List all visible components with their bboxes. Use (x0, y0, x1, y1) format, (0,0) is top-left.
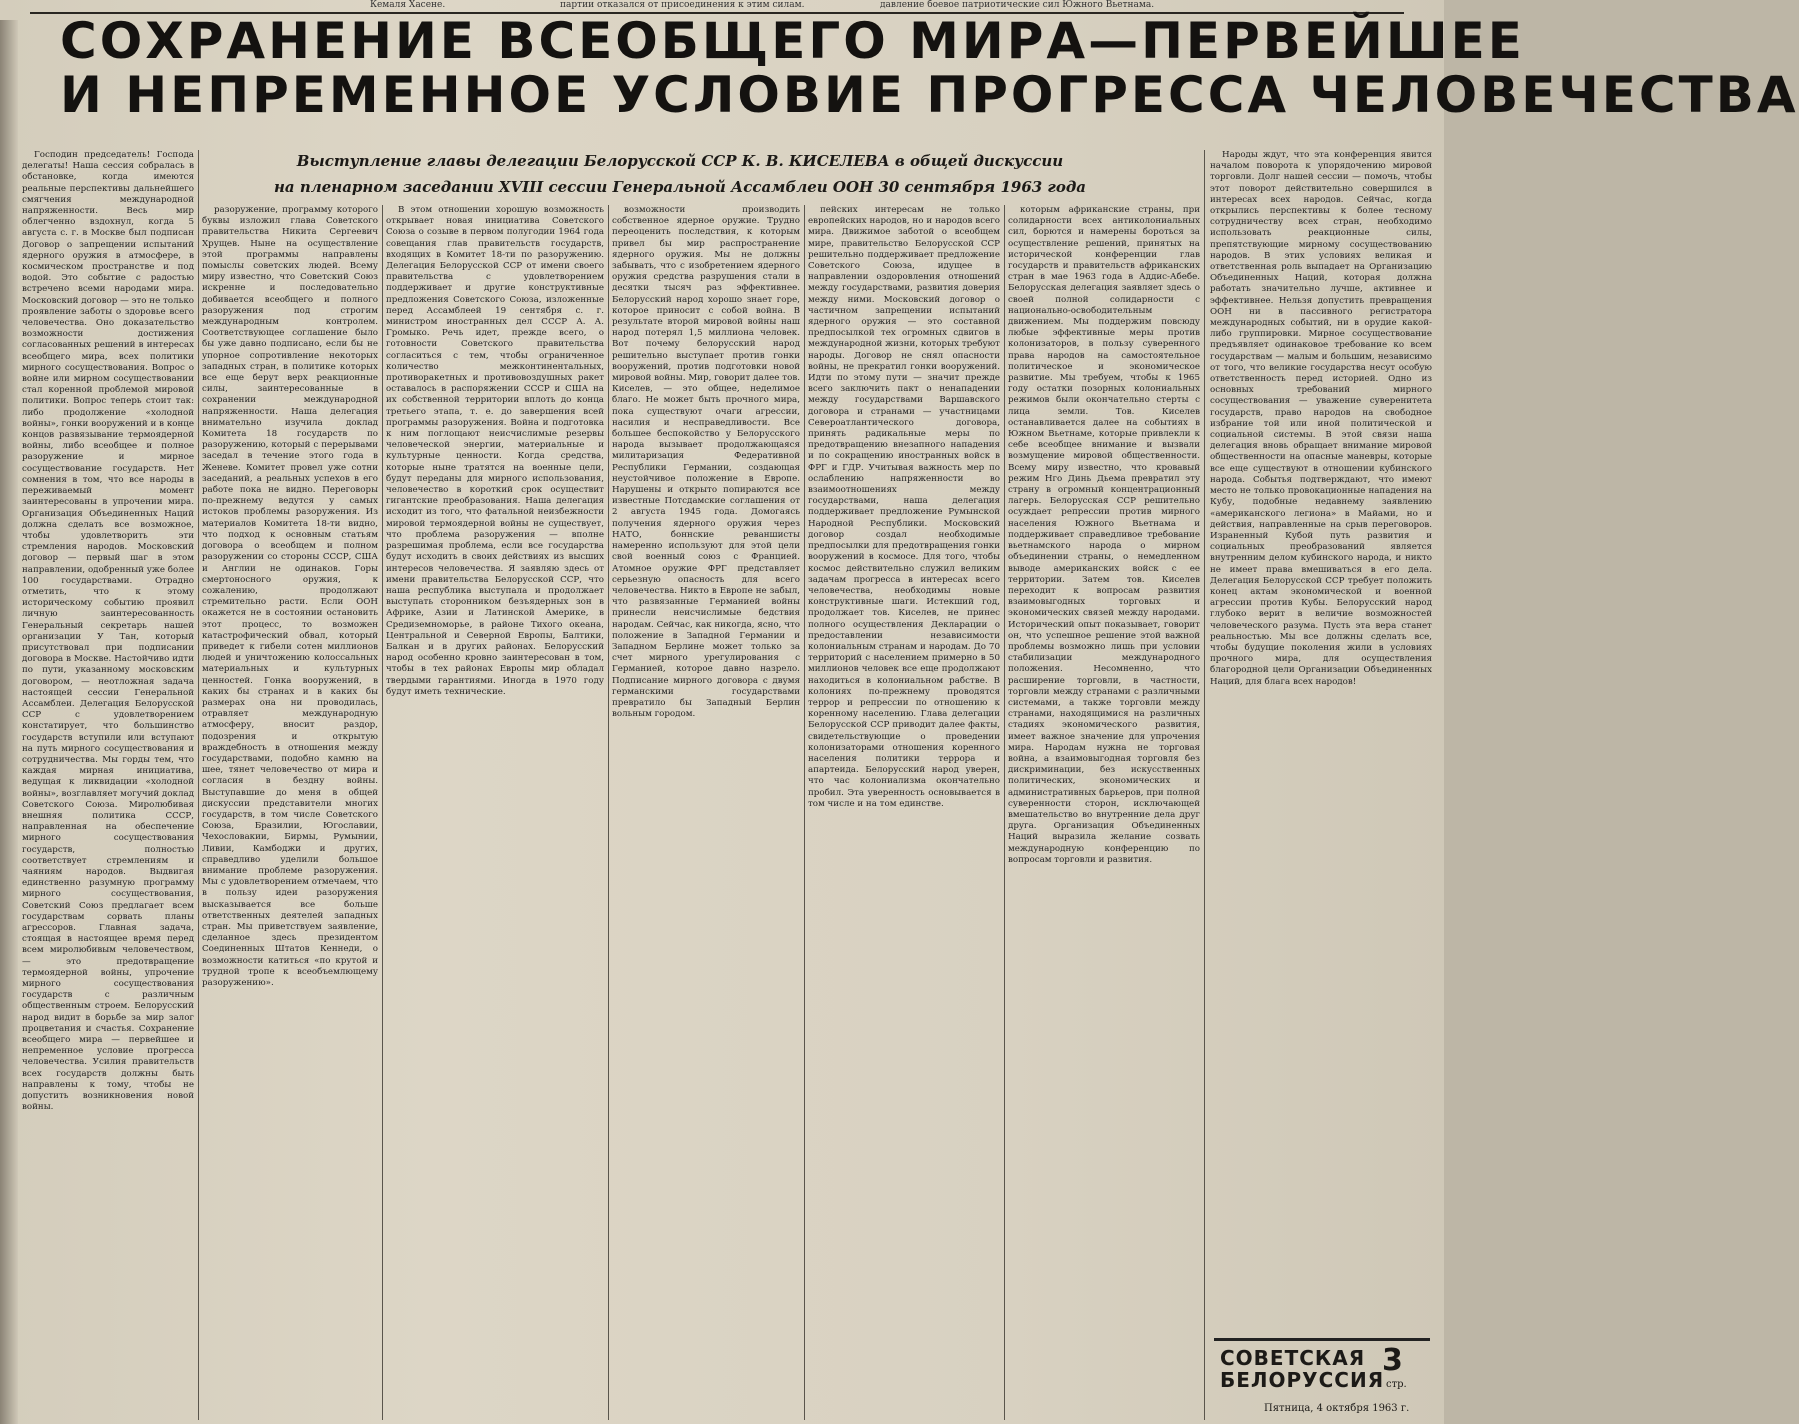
page-binding-edge (0, 20, 18, 1424)
top-strip-text-2: партии отказался от присоединения к этим силам. (560, 0, 805, 10)
column-divider (804, 205, 805, 1420)
column-1-text: Господин председатель! Господа делегаты! Наша сессия собралась в обстановке, когда имеются реальные перспективы дальнейшего смягчения международной напряженности. Весь мир облегченно вздохнул, когда 5 августа с. г. в Москве был подписан Договор о запрещении испытаний ядерного оружия в атмосфере, в космическом пространстве и под водой. Это событие с радостью встречено всеми народами мира. Московский договор — это не только проявление заботы о здоровье всего человечества. Оно доказательство возможности достижения согласованных решений в интересах всеобщего мира, всех политики мирного сосуществования. Вопрос о войне или мирном сосуществовании стал коренной проблемой мировой политики. Вопрос теперь стоит так: либо продолжение «холодной войны», гонки вооружений и в конце концов развязывание термоядерной войны, либо всеобщее и полное разоружение и мирное сосуществование государств. Нет сомнения в том, что все народы в переживаемый момент заинтересованы в упрочении мира. Организация Объединенных Наций должна сделать все возможное, чтобы удовлетворить эти стремления народов. Московский договор — первый шаг в этом направлении, одобренный уже более 100 государствами. Отрадно отметить, что к этому историческому событию проявил личную заинтересованность Генеральный секретарь нашей организации У Тан, который присутствовал при подписании договора в Москве. Настойчиво идти по пути, указанному московским договором, — неотложная задача настоящей сессии Генеральной Ассамблеи. Делегация Белорусской ССР с удовлетворением констатирует, что большинство государств вступили или вступают на путь мирного сосуществования и сотрудничества. Мы горды тем, что каждая мирная инициатива, ведущая к ликвидации «холодной войны», возглавляет могучий доклад Советского Союза. Миролюбивая внешняя политика СССР, направленная на обеспечение мирного сосуществования государств, полностью соответствует стремлениям и чаяниям народов. Выдвигая единственно разумную программу мирного сосуществования, Советский Союз предлагает всем государствам сорвать планы агрессоров. Главная задача, стоящая в настоящее время перед всем миролюбивым человечеством, — это предотвращение термоядерной войны, упрочение мирного сосуществования государств с различным общественным строем. Белорусский народ видит в борьбе за мир залог процветания и счастья. Сохранение всеобщего мира — первейшее и непременное условие прогресса человечества. Усилия правительств всех государств должны быть направлены к тому, чтобы не допустить возникновения новой войны. (22, 150, 195, 1113)
column-3-text: В этом отношении хорошую возможность открывает новая инициатива Советского Союза о созыве в первом полугодии 1964 года совещания глав правительств государств, входящих в Комитет 18-ти по разоружению. Делегация Белорусской ССР от имени своего правительства с удовлетворением поддерживает и другие конструктивные предложения Советского Союза, изложенные перед Ассамблеей 19 сентября с. г. министром иностранных дел СССР А. А. Громыко. Речь идет, прежде всего, о готовности Советского правительства согласиться с тем, чтобы ограниченное количество межконтинентальных, противоракетных и противовоздушных ракет оставалось в распоряжении СССР и США на их собственной территории вплоть до конца третьего этапа, т. е. до завершения всей программы разоружения. Война и подготовка к ним поглощают неисчислимые резервы человеческой энергии, материальные и культурные ценности. Когда средства, которые ныне тратятся на военные цели, будут переданы для мирного использования, человечество в короткий срок осуществит гигантские преобразования. Наша делегация исходит из того, что фатальной неизбежности мировой термоядерной войны не существует, что проблема разоружения — вполне разрешимая проблема, если все государства будут исходить в своих действиях из высших интересов человечества. Я заявляю здесь от имени правительства Белорусской ССР, что наша республика выступала и продолжает выступать сторонником безъядерных зон в Африке, Азии и Латинской Америке, в Средиземноморье, в районе Тихого океана, Центральной и Северной Европы, Балтики, Балкан и в других районах. Белорусский народ особенно кровно заинтересован в том, чтобы в тех районах Европы мир обладал твердыми гарантиями. Иногда в 1970 году будут иметь технические. (386, 205, 604, 697)
article-column-6 (1008, 205, 1200, 1420)
article-column-4 (612, 205, 800, 1420)
page-number: 3 (1382, 1343, 1403, 1378)
column-5-text: пейских интересам не только европейских народов, но и народов всего мира. Движимое заботой о всеобщем мире, правительство Белорусской ССР решительно поддерживает предложение Советского Союза, идущее в направлении оздоровления отношений между государствами, развития доверия между ними. Московский договор о частичном запрещении испытаний ядерного оружия — это составной предпосылкой тех огромных сдвигов в международной жизни, которых требуют народы. Договор не снял опасности войны, не прекратил гонки вооружений. Идти по этому пути — значит прежде всего заключить пакт о ненападении между государствами Варшавского договора и странами — участницами Североатлантического договора, принять радикальные меры по предотвращению внезапного нападения и по сокращению иностранных войск в ФРГ и ГДР. Учитывая важность мер по ослаблению напряженности во взаимоотношениях между государствами, наша делегация поддерживает предложение Румынской Народной Республики. Московский договор создал необходимые предпосылки для предотвращения гонки вооружений в космосе. Для того, чтобы космос действительно служил великим задачам прогресса в интересах всего человечества, необходимы новые конструктивные шаги. Истекший год, продолжает тов. Киселев, не принес полного осуществления Декларации о предоставлении независимости колониальным странам и народам. До 70 территорий с населением примерно в 50 миллионов человек все еще продолжают находиться в колониальном рабстве. В колониях по-прежнему проводятся террор и репрессии по отношению к коренному населению. Глава делегации Белорусской ССР приводит далее факты, свидетельствующие о проведении колонизаторами отношения коренного населения политики террора и апартеида. Белорусский народ уверен, что час колониализма окончательно пробил. Эта уверенность основывается в том числе и на том единстве. (808, 205, 1000, 809)
top-strip-text-3: давление боевое патриотические сил Южного Вьетнама. (880, 0, 1155, 10)
page-label: стр. (1386, 1379, 1407, 1390)
column-7-text: Народы ждут, что эта конференция явится началом поворота к упорядочению мировой торговли. Долг нашей сессии — помочь, чтобы этот поворот действительно совершился в интересах всех народов. Сейчас, когда открылись перспективы к более тесному сотрудничеству всех стран, необходимо использовать реакционные силы, препятствующие мирному сосуществованию народов. В этих условиях великая и ответственная роль выпадает на Организацию Объединенных Наций, которая должна работать значительно лучше, активнее и эффективнее. Нельзя допустить превращения ООН ни в пассивного регистратора международных событий, ни в орудие какой-либо группировки. Мирное сосуществование предъявляет одинаковое требование ко всем государствам — малым и большим, независимо от того, что великие государства несут особую ответственность перед историей. Одно из основных требований мирного сосуществования — уважение суверенитета государств, право народов на свободное избрание той или иной политической и социальной системы. В этой связи наша делегация вновь обращает внимание мировой общественности на опасные маневры, которые все еще существуют в отношении кубинского народа. Событья подтверждают, что имеют место не только провокационные нападения на Кубу, подобные недавнему заявлению «американского легиона» в Майами, но и действия, направленные на срыв переговоров. Израненный Кубой путь развития и социальных преобразований является внутренним делом кубинского народа, и никто не имеет права вмешиваться в его дела. Делегация Белорусской ССР требует положить конец актам экономической и военной агрессии против Кубы. Белорусский народ глубоко верит в величие возможностей человеческого разума. Пусть эта вера станет реальностью. Мы все должны сделать все, чтобы будущие поколения жили в условиях прочного мира, для осуществления благородной цели Организации Объединенных Наций, для блага всех народов! (1210, 150, 1432, 687)
masthead-title-line-1: СОВЕТСКАЯ (1220, 1346, 1366, 1370)
article-column-2 (202, 205, 378, 1420)
top-strip (0, 0, 1444, 12)
column-divider (1004, 205, 1005, 1420)
masthead-title (1220, 1347, 1384, 1391)
column-divider (608, 205, 609, 1420)
article-column-7 (1210, 150, 1432, 1330)
headline-line-1: СОХРАНЕНИЕ ВСЕОБЩЕГО МИРА—ПЕРВЕЙШЕЕ (60, 12, 1525, 70)
newspaper-masthead (1214, 1338, 1430, 1423)
column-2-text: разоружение, программу которого буквы изложил глава Советского правительства Никита Сергеевич Хрущев. Ныне на осуществление этой программы направлены помыслы советских людей. Всему миру известно, что Советский Союз искренне и последовательно добивается всеобщего и полного разоружения под строгим международным контролем. Соответствующее соглашение было бы уже давно подписано, если бы не упорное сопротивление некоторых западных стран, в политике которых все еще берут верх реакционные силы, заинтересованные в сохранении международной напряженности. Наша делегация внимательно изучила доклад Комитета 18 государств по разоружению, который с перерывами заседал в течение этого года в Женеве. Комитет провел уже сотни заседаний, а реальных успехов в его работе пока не видно. Переговоры по-прежнему ведутся у самых истоков проблемы разоружения. Из материалов Комитета 18-ти видно, что подход к основным статьям договора о всеобщем и полном разоружении со стороны СССР, США и Англии не одинаков. Горы смертоносного оружия, к сожалению, продолжают стремительно расти. Если ООН окажется не в состоянии остановить этот процесс, то возможен катастрофический обвал, который приведет к гибели сотен миллионов людей и уничтожению колоссальных материальных и культурных ценностей. Гонка вооружений, в каких бы странах и в каких бы размерах она ни проводилась, отравляет международную атмосферу, вносит раздор, подозрения и открытую враждебность в отношения между государствами, подобно камню на шее, тянет человечество от мира и согласия в бездну войны. Выступавшие до меня в общей дискуссии представители многих государств, в том числе Советского Союза, Бразилии, Югославии, Чехословакии, Бирмы, Румынии, Ливии, Камбоджи и других, справедливо уделили большое внимание проблеме разоружения. Мы с удовлетворением отмечаем, что в пользу идеи разоружения высказывается все больше ответственных деятелей западных стран. Мы приветствуем заявление, сделанное здесь президентом Соединенных Штатов Кеннеди, о возможности катиться «по крутой и трудной тропе к всеобъемлющему разоружению». (202, 205, 378, 989)
article-column-3 (386, 205, 604, 1420)
column-divider (1204, 150, 1205, 1420)
article-column-1 (22, 150, 194, 1420)
top-strip-text-1: Кемаля Хасене. (370, 0, 446, 10)
issue-date: Пятница, 4 октября 1963 г. (1264, 1403, 1410, 1414)
subheadline-line-2: на пленарном заседании XVIII сессии Генеральной Ассамблеи ООН 30 сентября 1963 года (273, 178, 1087, 196)
headline-line-2: И НЕПРЕМЕННОЕ УСЛОВИЕ ПРОГРЕССА ЧЕЛОВЕЧЕСТВА (60, 66, 1799, 124)
main-headline (60, 12, 1799, 124)
masthead-title-line-2: БЕЛОРУССИЯ (1220, 1368, 1385, 1392)
column-4-text: возможности производить собственное ядерное оружие. Трудно переоценить последствия, к которым привел бы мир распространение ядерного оружия. Мы не должны забывать, что с изобретением ядерного оружия средства разрушения стали в десятки тысяч раз эффективнее. Белорусский народ хорошо знает горе, которое приносит с собой война. В результате второй мировой войны наш народ потерял 1,5 миллиона человек. Вот почему белорусский народ решительно выступает против гонки вооружений, против подготовки новой мировой войны. Мир, говорит далее тов. Киселев, — это общее, неделимое благо. Не может быть прочного мира, пока существуют очаги агрессии, насилия и несправедливости. Все большее беспокойство у Белорусского народа вызывает продолжающаяся милитаризация Федеративной Республики Германии, создающая неустойчивое положение в Европе. Нарушены и открыто попираются все известные Потсдамские соглашения от 2 августа 1945 года. Домогаясь получения ядерного оружия через НАТО, боннские реваншисты намеренно используют для этой цели свой военный союз с Францией. Атомное оружие ФРГ представляет серьезную опасность для всего человечества. Никто в Европе не забыл, что развязанные Германией войны принесли неисчислимые бедствия народам. Сейчас, как никогда, ясно, что положение в Западной Германии и Западном Берлине может только за счет мирного урегулирования с Германией, которое давно назрело. Подписание мирного договора с двумя германскими государствами превратило бы Западный Берлин вольным городом. (612, 205, 800, 720)
column-divider (382, 205, 383, 1420)
column-divider (198, 150, 199, 1420)
subheadline-line-1: Выступление главы делегации Белорусской ССР К. В. КИСЕЛЕВА в общей дискуссии (296, 152, 1064, 170)
column-6-text: которым африканские страны, при солидарности всех антиколониальных сил, борются и намерены бороться за осуществление решений, принятых на исторической конференции глав государств и правительств африканских стран в мае 1963 года в Аддис-Абебе. Белорусская делегация заявляет здесь о своей полной солидарности с национально-освободительным движением. Мы поддержим повсюду любые эффективные меры против колонизаторов, в пользу суверенного права народов на самостоятельное политическое и экономическое развитие. Мы требуем, чтобы к 1965 году остатки позорных колониальных режимов были окончательно стерты с лица земли. Тов. Киселев останавливается далее на событиях в Южном Вьетнаме, которые привлекли к себе всеобщее внимание и вызвали возмущение мировой общественности. Всему миру известно, что кровавый режим Нго Динь Дьема превратил эту страну в огромный концентрационный лагерь. Белорусская ССР решительно осуждает репрессии против мирного населения Южного Вьетнама и поддерживает справедливое требование вьетнамского народа о мирном объединении страны, о немедленном выводе американских войск с ее территории. Затем тов. Киселев переходит к вопросам развития взаимовыгодных торговых и экономических связей между народами. Исторический опыт показывает, говорит он, что успешное решение этой важной проблемы возможно лишь при условии стабилизации международного положения. Несомненно, что расширение торговли, в частности, торговли между странами с различными системами, а также торговли между странами, находящимися на различных стадиях экономического развития, имеет важное значение для упрочения мира. Народам нужна не торговая война, а взаимовыгодная торговля без дискриминации, без искусственных политических, экономических и административных барьеров, при полной суверенности сторон, исключающей вмешательство во внутренние дела друг друга. Организация Объединенных Наций выразила желание созвать международную конференцию по вопросам торговли и развития. (1008, 205, 1200, 865)
article-column-5 (808, 205, 1000, 1420)
